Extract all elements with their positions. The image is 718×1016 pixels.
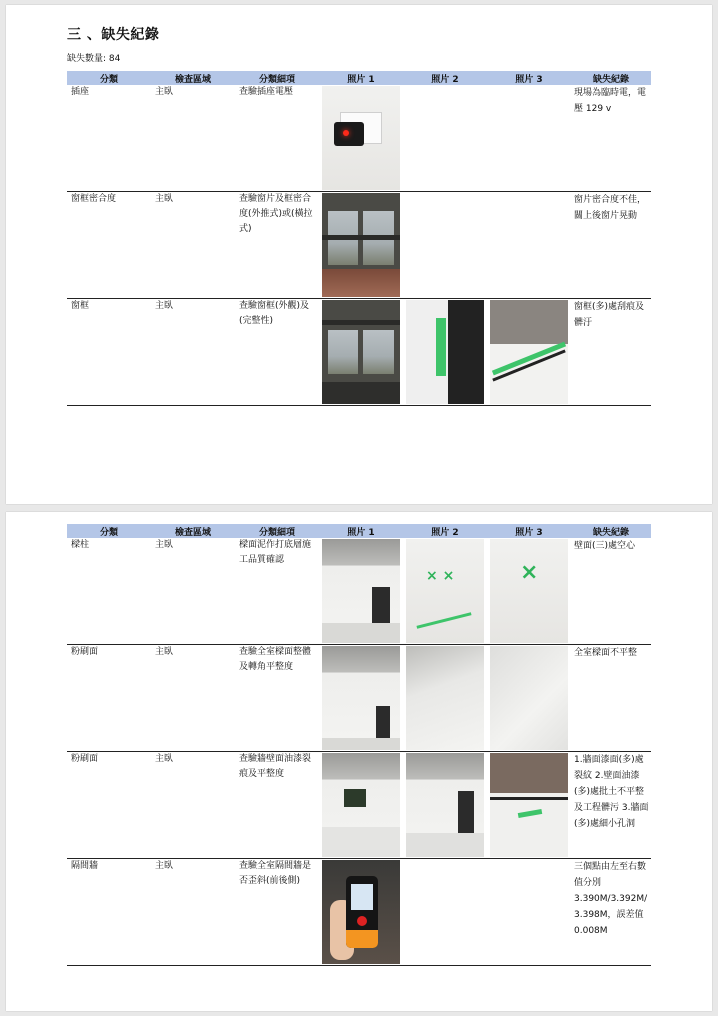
header-area: 檢查區域: [151, 71, 235, 85]
cell-area: 主臥: [151, 645, 235, 752]
cell-category: 窗框: [67, 299, 151, 406]
cell-note: 全室樑面不平整: [571, 645, 651, 752]
defect-table-page1: [67, 71, 651, 406]
room-photo[interactable]: [322, 539, 400, 643]
cell-note: 窗片密合度不佳，關上後窗片晃動: [571, 192, 651, 299]
defect-table-page2: [67, 524, 651, 966]
section-title: 三 、缺失紀錄: [67, 27, 160, 43]
header-category: 分類: [67, 524, 151, 538]
cell-note: 壁面(三)處空心: [571, 538, 651, 645]
cell-photo1: [319, 192, 403, 299]
window-photo[interactable]: [322, 193, 400, 297]
cell-photo3: [487, 299, 571, 406]
cell-photo3: [487, 752, 571, 859]
table-row: [67, 538, 651, 645]
cell-photo1: [319, 538, 403, 645]
sill-photo[interactable]: [490, 753, 568, 857]
room-photo[interactable]: [322, 646, 400, 750]
header-photo3: 照片 3: [487, 71, 571, 85]
cell-photo1: [319, 859, 403, 966]
cell-photo1: [319, 85, 403, 192]
wall-mark-photo[interactable]: ×: [490, 539, 568, 643]
cell-area: 主臥: [151, 85, 235, 192]
cell-area: 主臥: [151, 538, 235, 645]
table-header-row: [67, 71, 651, 85]
cell-item: 查驗窗框(外觀)及(完整性): [235, 299, 319, 406]
cell-category: 隔間牆: [67, 859, 151, 966]
cell-note: 現場為臨時電，電壓 129 v: [571, 85, 651, 192]
socket-tester-photo[interactable]: [322, 86, 400, 190]
cell-area: 主臥: [151, 752, 235, 859]
report-page-1: [6, 5, 712, 504]
cell-item: 查驗窗片及框密合度(外推式)或(橫拉式): [235, 192, 319, 299]
cell-area: 主臥: [151, 192, 235, 299]
cell-item: 查驗全室樑面整體及轉角平整度: [235, 645, 319, 752]
cell-item: 查驗插座電壓: [235, 85, 319, 192]
cell-photo2: [403, 85, 487, 192]
table-row: [67, 752, 651, 859]
cell-note: 1.牆面漆面(多)處裂紋 2.壁面油漆(多)處批土不平整及工程髒污 3.牆面(多)處細小孔洞: [571, 752, 651, 859]
header-note: 缺失紀錄: [571, 524, 651, 538]
laser-meter-photo[interactable]: [322, 860, 400, 964]
header-item: 分類細項: [235, 524, 319, 538]
cell-category: 插座: [67, 85, 151, 192]
sill-photo[interactable]: [490, 300, 568, 404]
cell-photo3: [487, 538, 571, 645]
table-row: [67, 299, 651, 406]
beam-photo[interactable]: [490, 646, 568, 750]
header-category: 分類: [67, 71, 151, 85]
header-photo2: 照片 2: [403, 71, 487, 85]
cell-photo3: [487, 192, 571, 299]
header-photo3: 照片 3: [487, 524, 571, 538]
header-area: 檢查區域: [151, 524, 235, 538]
cell-photo3: [487, 645, 571, 752]
cell-photo1: [319, 645, 403, 752]
room-photo[interactable]: [322, 753, 400, 857]
cell-photo2: [403, 859, 487, 966]
cell-photo3: [487, 85, 571, 192]
cell-item: 查驗牆壁面油漆裂痕及平整度: [235, 752, 319, 859]
cell-photo1: [319, 752, 403, 859]
cell-photo3: [487, 859, 571, 966]
cell-item: 查驗全室隔間牆是否歪斜(前後側): [235, 859, 319, 966]
cell-photo2: [403, 752, 487, 859]
cell-photo2: [403, 538, 487, 645]
table-row: [67, 192, 651, 299]
beam-photo[interactable]: [406, 646, 484, 750]
header-note: 缺失紀錄: [571, 71, 651, 85]
cell-area: 主臥: [151, 299, 235, 406]
cell-category: 粉刷面: [67, 752, 151, 859]
window-photo[interactable]: [322, 300, 400, 404]
header-item: 分類細項: [235, 71, 319, 85]
header-photo2: 照片 2: [403, 524, 487, 538]
cell-photo2: [403, 299, 487, 406]
header-photo1: 照片 1: [319, 524, 403, 538]
wall-mark-photo[interactable]: × ×: [406, 539, 484, 643]
cell-photo2: [403, 645, 487, 752]
cell-photo2: [403, 192, 487, 299]
cell-area: 主臥: [151, 859, 235, 966]
cell-photo1: [319, 299, 403, 406]
cell-category: 樑柱: [67, 538, 151, 645]
cell-category: 粉刷面: [67, 645, 151, 752]
defect-count: 缺失數量: 84: [67, 54, 121, 64]
cell-category: 窗框密合度: [67, 192, 151, 299]
report-page-2: [6, 512, 712, 1011]
cell-item: 樑面泥作打底層施工品質確認: [235, 538, 319, 645]
frame-edge-photo[interactable]: [406, 300, 484, 404]
table-row: [67, 85, 651, 192]
cell-note: 三個點由左至右數值分別 3.390M/3.392M/ 3.398M，誤差值 0.008M: [571, 859, 651, 966]
table-row: [67, 859, 651, 966]
room-photo[interactable]: [406, 753, 484, 857]
table-row: [67, 645, 651, 752]
table-header-row: [67, 524, 651, 538]
cell-note: 窗框(多)處刮痕及髒汙: [571, 299, 651, 406]
header-photo1: 照片 1: [319, 71, 403, 85]
